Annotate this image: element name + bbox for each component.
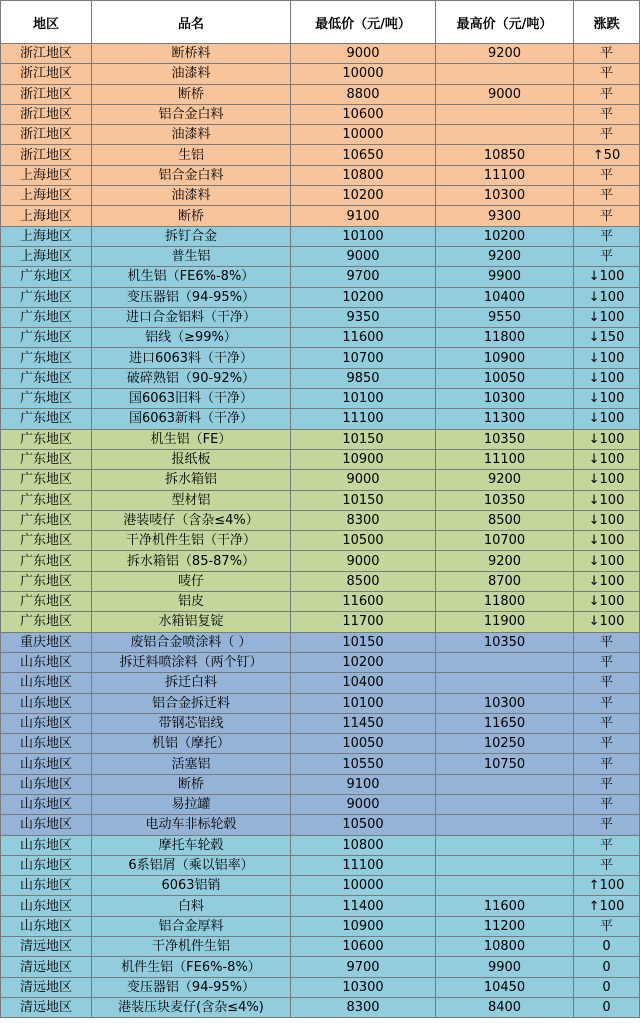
region-cell: 广东地区 <box>1 592 92 612</box>
region-cell: 广东地区 <box>1 490 92 510</box>
region-cell: 山东地区 <box>1 754 92 774</box>
max-price-cell: 10850 <box>436 145 574 165</box>
max-price-cell: 10350 <box>436 632 574 652</box>
min-price-cell: 9700 <box>291 267 436 287</box>
region-cell: 广东地区 <box>1 571 92 591</box>
min-price-cell: 11450 <box>291 713 436 733</box>
table-row <box>1 145 640 165</box>
change-cell: ↓100 <box>574 368 640 388</box>
table-row <box>1 997 640 1017</box>
max-price-cell: 10800 <box>436 937 574 957</box>
region-cell: 广东地区 <box>1 368 92 388</box>
min-price-cell: 10150 <box>291 429 436 449</box>
max-price-cell: 9300 <box>436 206 574 226</box>
table-row <box>1 226 640 246</box>
table-row <box>1 835 640 855</box>
product-cell: 国6063新料（干净） <box>92 409 291 429</box>
region-cell: 浙江地区 <box>1 145 92 165</box>
min-price-cell: 8800 <box>291 84 436 104</box>
min-price-cell: 10700 <box>291 348 436 368</box>
change-cell: 平 <box>574 794 640 814</box>
product-cell: 机生铝（FE6%-8%） <box>92 267 291 287</box>
min-price-cell: 9100 <box>291 206 436 226</box>
max-price-cell <box>436 774 574 794</box>
product-cell: 活塞铝 <box>92 754 291 774</box>
min-price-cell: 8500 <box>291 571 436 591</box>
min-price-cell: 11600 <box>291 328 436 348</box>
region-cell: 上海地区 <box>1 206 92 226</box>
product-cell: 报纸板 <box>92 449 291 469</box>
product-cell: 油漆料 <box>92 64 291 84</box>
product-cell: 唛仔 <box>92 571 291 591</box>
region-cell: 上海地区 <box>1 165 92 185</box>
min-price-cell: 10900 <box>291 916 436 936</box>
product-cell: 拆迁白料 <box>92 673 291 693</box>
change-cell: 平 <box>574 64 640 84</box>
region-cell: 清远地区 <box>1 957 92 977</box>
region-cell: 山东地区 <box>1 774 92 794</box>
product-cell: 生铝 <box>92 145 291 165</box>
product-cell: 易拉罐 <box>92 794 291 814</box>
max-price-cell <box>436 815 574 835</box>
max-price-cell: 10200 <box>436 226 574 246</box>
region-cell: 清远地区 <box>1 937 92 957</box>
table-row <box>1 84 640 104</box>
table-row <box>1 734 640 754</box>
min-price-cell: 10200 <box>291 186 436 206</box>
region-cell: 浙江地区 <box>1 104 92 124</box>
max-price-cell: 8500 <box>436 510 574 530</box>
max-price-cell: 10300 <box>436 389 574 409</box>
product-cell: 油漆料 <box>92 186 291 206</box>
max-price-cell: 11800 <box>436 328 574 348</box>
product-cell: 断桥 <box>92 774 291 794</box>
min-price-cell: 11400 <box>291 896 436 916</box>
product-cell: 断桥 <box>92 206 291 226</box>
product-cell: 普生铝 <box>92 246 291 266</box>
change-cell: 平 <box>574 774 640 794</box>
product-cell: 干净机件生铝（干净） <box>92 531 291 551</box>
min-price-cell: 9000 <box>291 470 436 490</box>
change-cell: ↓100 <box>574 429 640 449</box>
change-cell: 平 <box>574 693 640 713</box>
min-price-cell: 10550 <box>291 754 436 774</box>
region-cell: 山东地区 <box>1 855 92 875</box>
change-cell: 平 <box>574 734 640 754</box>
max-price-cell <box>436 876 574 896</box>
product-cell: 废铝合金喷涂料（ ） <box>92 632 291 652</box>
region-cell: 山东地区 <box>1 713 92 733</box>
product-cell: 型材铝 <box>92 490 291 510</box>
change-cell: ↓100 <box>574 267 640 287</box>
table-row <box>1 754 640 774</box>
change-cell: ↓100 <box>574 449 640 469</box>
min-price-cell: 9000 <box>291 44 436 64</box>
table-row <box>1 348 640 368</box>
product-cell: 带钢芯铝线 <box>92 713 291 733</box>
min-price-cell: 9000 <box>291 246 436 266</box>
region-cell: 重庆地区 <box>1 632 92 652</box>
change-cell: 0 <box>574 957 640 977</box>
table-row <box>1 510 640 530</box>
max-price-cell: 8700 <box>436 571 574 591</box>
max-price-cell: 11650 <box>436 713 574 733</box>
change-cell: 平 <box>574 835 640 855</box>
change-cell: ↑100 <box>574 876 640 896</box>
max-price-cell: 11600 <box>436 896 574 916</box>
region-cell: 广东地区 <box>1 531 92 551</box>
min-price-cell: 10600 <box>291 104 436 124</box>
region-cell: 广东地区 <box>1 429 92 449</box>
max-price-cell: 9900 <box>436 267 574 287</box>
max-price-cell: 9900 <box>436 957 574 977</box>
table-row <box>1 531 640 551</box>
product-cell: 拆钉合金 <box>92 226 291 246</box>
change-cell: 平 <box>574 246 640 266</box>
change-cell: 平 <box>574 44 640 64</box>
change-cell: 0 <box>574 997 640 1017</box>
table-row <box>1 449 640 469</box>
change-cell: 平 <box>574 855 640 875</box>
change-cell: 平 <box>574 713 640 733</box>
max-price-cell: 9200 <box>436 551 574 571</box>
max-price-cell: 9200 <box>436 470 574 490</box>
max-price-cell <box>436 794 574 814</box>
product-cell: 进口6063料（干净） <box>92 348 291 368</box>
max-price-cell: 11800 <box>436 592 574 612</box>
max-price-cell <box>436 855 574 875</box>
product-cell: 机铝（摩托） <box>92 734 291 754</box>
min-price-cell: 10800 <box>291 165 436 185</box>
region-cell: 广东地区 <box>1 328 92 348</box>
change-cell: ↓150 <box>574 328 640 348</box>
header-region: 地区 <box>1 1 92 44</box>
table-row <box>1 368 640 388</box>
product-cell: 拆水箱铝（85-87%） <box>92 551 291 571</box>
min-price-cell: 10600 <box>291 937 436 957</box>
region-cell: 山东地区 <box>1 815 92 835</box>
min-price-cell: 10150 <box>291 490 436 510</box>
change-cell: 0 <box>574 937 640 957</box>
region-cell: 广东地区 <box>1 470 92 490</box>
table-row <box>1 774 640 794</box>
min-price-cell: 9000 <box>291 551 436 571</box>
max-price-cell: 10350 <box>436 429 574 449</box>
change-cell: ↓100 <box>574 510 640 530</box>
change-cell: 平 <box>574 916 640 936</box>
table-row <box>1 44 640 64</box>
product-cell: 国6063旧料（干净） <box>92 389 291 409</box>
table-row <box>1 551 640 571</box>
change-cell: ↑100 <box>574 896 640 916</box>
change-cell: 平 <box>574 125 640 145</box>
region-cell: 上海地区 <box>1 186 92 206</box>
change-cell: ↓100 <box>574 612 640 632</box>
region-cell: 浙江地区 <box>1 125 92 145</box>
max-price-cell: 11300 <box>436 409 574 429</box>
product-cell: 变压器铝（94-95%） <box>92 287 291 307</box>
region-cell: 山东地区 <box>1 835 92 855</box>
region-cell: 广东地区 <box>1 551 92 571</box>
min-price-cell: 10000 <box>291 64 436 84</box>
max-price-cell <box>436 835 574 855</box>
table-row <box>1 104 640 124</box>
min-price-cell: 10000 <box>291 125 436 145</box>
max-price-cell: 10350 <box>436 490 574 510</box>
table-row <box>1 855 640 875</box>
min-price-cell: 10650 <box>291 145 436 165</box>
table-row <box>1 937 640 957</box>
change-cell: ↓100 <box>574 307 640 327</box>
product-cell: 断桥 <box>92 84 291 104</box>
change-cell: 平 <box>574 652 640 672</box>
max-price-cell: 10750 <box>436 754 574 774</box>
region-cell: 上海地区 <box>1 246 92 266</box>
region-cell: 上海地区 <box>1 226 92 246</box>
product-cell: 破碎熟铝（90-92%） <box>92 368 291 388</box>
min-price-cell: 10800 <box>291 835 436 855</box>
min-price-cell: 8300 <box>291 997 436 1017</box>
table-row <box>1 652 640 672</box>
table-row <box>1 409 640 429</box>
min-price-cell: 8300 <box>291 510 436 530</box>
max-price-cell: 10450 <box>436 977 574 997</box>
product-cell: 机件生铝（FE6%-8%） <box>92 957 291 977</box>
min-price-cell: 10100 <box>291 226 436 246</box>
max-price-cell: 11200 <box>436 916 574 936</box>
max-price-cell: 10400 <box>436 287 574 307</box>
max-price-cell: 10250 <box>436 734 574 754</box>
region-cell: 广东地区 <box>1 389 92 409</box>
product-cell: 断桥料 <box>92 44 291 64</box>
product-cell: 铝合金厚料 <box>92 916 291 936</box>
max-price-cell: 11900 <box>436 612 574 632</box>
max-price-cell: 11100 <box>436 449 574 469</box>
product-cell: 白料 <box>92 896 291 916</box>
table-row <box>1 592 640 612</box>
region-cell: 广东地区 <box>1 612 92 632</box>
min-price-cell: 10100 <box>291 389 436 409</box>
product-cell: 拆迁料喷涂料（两个钉） <box>92 652 291 672</box>
max-price-cell: 9200 <box>436 44 574 64</box>
table-row <box>1 876 640 896</box>
product-cell: 机生铝（FE） <box>92 429 291 449</box>
max-price-cell: 10300 <box>436 186 574 206</box>
table-row <box>1 186 640 206</box>
product-cell: 铝线（≥99%） <box>92 328 291 348</box>
max-price-cell: 10050 <box>436 368 574 388</box>
min-price-cell: 11100 <box>291 409 436 429</box>
table-row <box>1 571 640 591</box>
product-cell: 港装压块麦仔(含杂≤4%) <box>92 997 291 1017</box>
region-cell: 广东地区 <box>1 287 92 307</box>
change-cell: 平 <box>574 165 640 185</box>
min-price-cell: 10300 <box>291 977 436 997</box>
table-body <box>1 44 640 1018</box>
region-cell: 山东地区 <box>1 734 92 754</box>
table-row <box>1 246 640 266</box>
product-cell: 铝合金白料 <box>92 104 291 124</box>
change-cell: ↓100 <box>574 551 640 571</box>
change-cell: 平 <box>574 815 640 835</box>
product-cell: 铝皮 <box>92 592 291 612</box>
region-cell: 广东地区 <box>1 409 92 429</box>
max-price-cell: 9000 <box>436 84 574 104</box>
region-cell: 清远地区 <box>1 977 92 997</box>
table-row <box>1 673 640 693</box>
change-cell: ↓100 <box>574 592 640 612</box>
region-cell: 山东地区 <box>1 916 92 936</box>
change-cell: 平 <box>574 84 640 104</box>
region-cell: 广东地区 <box>1 307 92 327</box>
change-cell: ↓100 <box>574 490 640 510</box>
region-cell: 清远地区 <box>1 997 92 1017</box>
region-cell: 山东地区 <box>1 794 92 814</box>
product-cell: 铝合金拆迁料 <box>92 693 291 713</box>
header-row <box>1 1 640 44</box>
change-cell: 平 <box>574 104 640 124</box>
change-cell: 平 <box>574 673 640 693</box>
max-price-cell: 11100 <box>436 165 574 185</box>
max-price-cell: 10300 <box>436 693 574 713</box>
change-cell: ↓100 <box>574 348 640 368</box>
product-cell: 铝合金白料 <box>92 165 291 185</box>
region-cell: 山东地区 <box>1 896 92 916</box>
table-row <box>1 389 640 409</box>
change-cell: ↓100 <box>574 571 640 591</box>
min-price-cell: 10400 <box>291 673 436 693</box>
table-row <box>1 429 640 449</box>
header-max-price: 最高价（元/吨） <box>436 1 574 44</box>
region-cell: 浙江地区 <box>1 84 92 104</box>
min-price-cell: 10000 <box>291 876 436 896</box>
table-row <box>1 206 640 226</box>
change-cell: 平 <box>574 186 640 206</box>
region-cell: 山东地区 <box>1 876 92 896</box>
min-price-cell: 10900 <box>291 449 436 469</box>
table-row <box>1 287 640 307</box>
max-price-cell: 8400 <box>436 997 574 1017</box>
header-change: 涨跌 <box>574 1 640 44</box>
change-cell: 平 <box>574 754 640 774</box>
max-price-cell <box>436 652 574 672</box>
max-price-cell <box>436 125 574 145</box>
min-price-cell: 10200 <box>291 287 436 307</box>
table-header <box>1 1 640 44</box>
product-cell: 拆水箱铝 <box>92 470 291 490</box>
max-price-cell <box>436 673 574 693</box>
product-cell: 水箱铝复锭 <box>92 612 291 632</box>
table-row <box>1 490 640 510</box>
product-cell: 6063铝销 <box>92 876 291 896</box>
max-price-cell <box>436 104 574 124</box>
change-cell: 0 <box>574 977 640 997</box>
product-cell: 干净机件生铝 <box>92 937 291 957</box>
table-row <box>1 125 640 145</box>
product-cell: 6系铝屑（乘以铝率） <box>92 855 291 875</box>
table-row <box>1 470 640 490</box>
change-cell: ↓100 <box>574 531 640 551</box>
table-row <box>1 267 640 287</box>
change-cell: ↓100 <box>574 409 640 429</box>
min-price-cell: 9350 <box>291 307 436 327</box>
max-price-cell: 9550 <box>436 307 574 327</box>
region-cell: 广东地区 <box>1 348 92 368</box>
product-cell: 港装唛仔（含杂≤4%） <box>92 510 291 530</box>
min-price-cell: 10150 <box>291 632 436 652</box>
min-price-cell: 9100 <box>291 774 436 794</box>
min-price-cell: 10100 <box>291 693 436 713</box>
product-cell: 进口合金铝料（干净） <box>92 307 291 327</box>
table-row <box>1 957 640 977</box>
max-price-cell: 10900 <box>436 348 574 368</box>
table-row <box>1 64 640 84</box>
table-row <box>1 896 640 916</box>
region-cell: 广东地区 <box>1 510 92 530</box>
table-row <box>1 165 640 185</box>
header-product: 品名 <box>92 1 291 44</box>
change-cell: 平 <box>574 632 640 652</box>
product-cell: 电动车非标轮毂 <box>92 815 291 835</box>
change-cell: ↓100 <box>574 470 640 490</box>
min-price-cell: 11600 <box>291 592 436 612</box>
table-row <box>1 713 640 733</box>
change-cell: ↑50 <box>574 145 640 165</box>
change-cell: ↓100 <box>574 389 640 409</box>
change-cell: 平 <box>574 226 640 246</box>
max-price-cell <box>436 64 574 84</box>
min-price-cell: 10050 <box>291 734 436 754</box>
product-cell: 变压器铝（94-95%） <box>92 977 291 997</box>
table-row <box>1 977 640 997</box>
max-price-cell: 9200 <box>436 246 574 266</box>
table-row <box>1 916 640 936</box>
min-price-cell: 9850 <box>291 368 436 388</box>
min-price-cell: 10500 <box>291 815 436 835</box>
region-cell: 浙江地区 <box>1 64 92 84</box>
region-cell: 山东地区 <box>1 693 92 713</box>
table-row <box>1 632 640 652</box>
min-price-cell: 11100 <box>291 855 436 875</box>
min-price-cell: 9000 <box>291 794 436 814</box>
region-cell: 山东地区 <box>1 673 92 693</box>
change-cell: 平 <box>574 206 640 226</box>
min-price-cell: 11700 <box>291 612 436 632</box>
min-price-cell: 10500 <box>291 531 436 551</box>
table-row <box>1 815 640 835</box>
table-row <box>1 794 640 814</box>
table-row <box>1 612 640 632</box>
min-price-cell: 10200 <box>291 652 436 672</box>
max-price-cell: 10700 <box>436 531 574 551</box>
table-row <box>1 693 640 713</box>
region-cell: 广东地区 <box>1 449 92 469</box>
product-cell: 油漆料 <box>92 125 291 145</box>
region-cell: 广东地区 <box>1 267 92 287</box>
region-cell: 浙江地区 <box>1 44 92 64</box>
header-min-price: 最低价（元/吨） <box>291 1 436 44</box>
product-cell: 摩托车轮毂 <box>92 835 291 855</box>
table-row <box>1 307 640 327</box>
table-row <box>1 328 640 348</box>
min-price-cell: 9700 <box>291 957 436 977</box>
region-cell: 山东地区 <box>1 652 92 672</box>
change-cell: ↓100 <box>574 287 640 307</box>
